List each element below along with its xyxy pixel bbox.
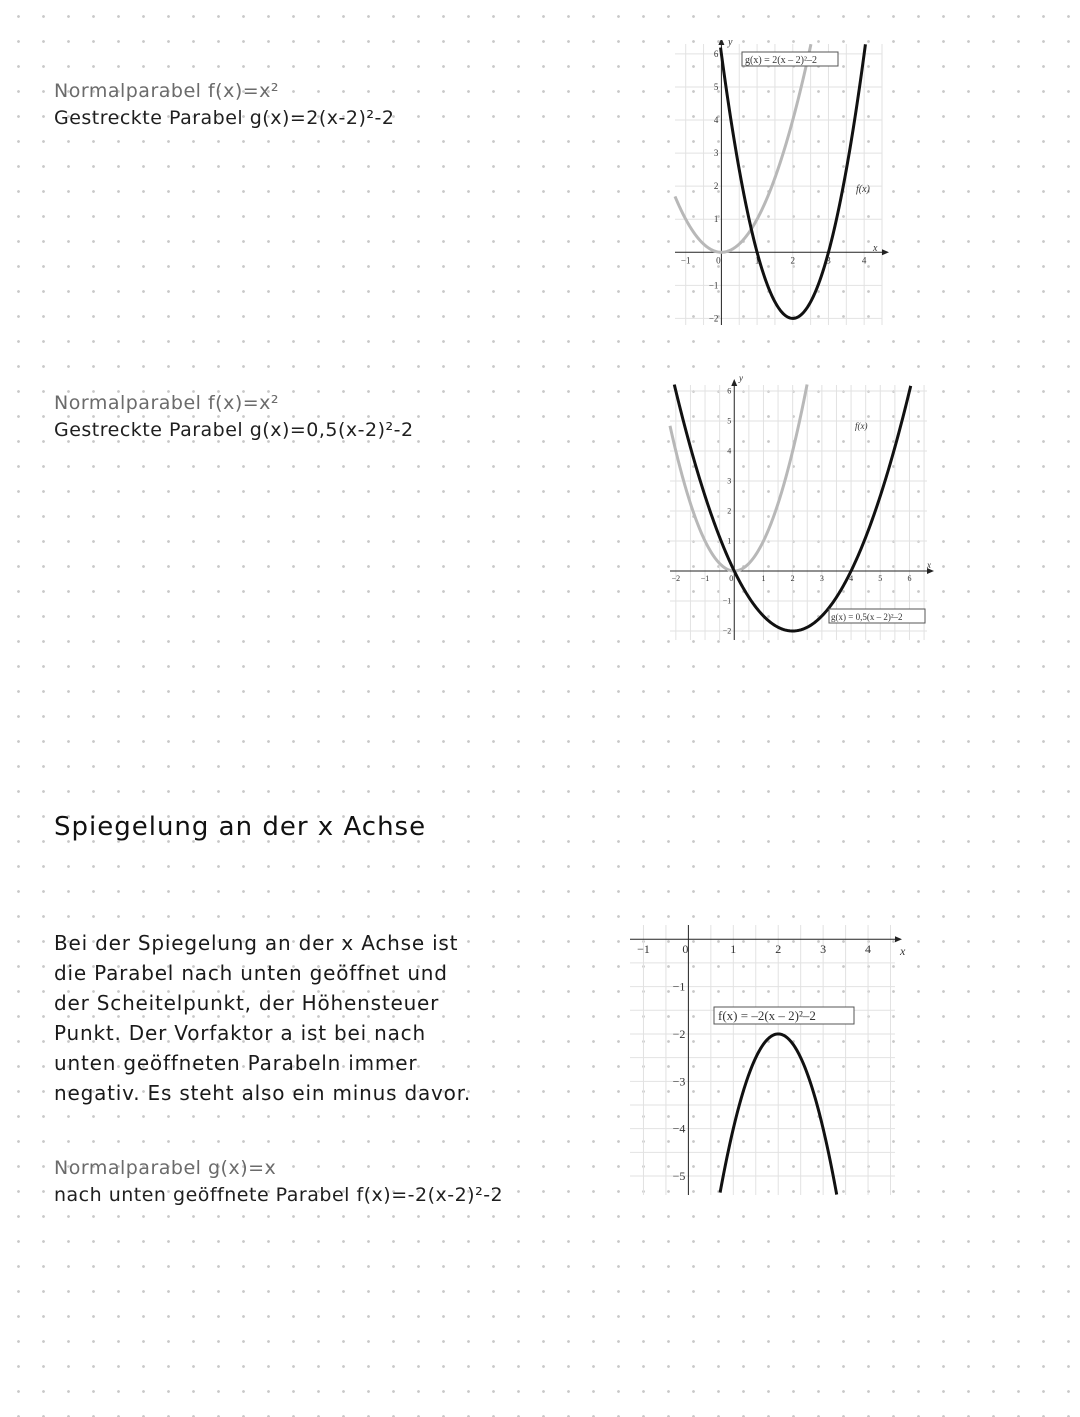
section3-paragraph (54, 928, 471, 1108)
g2-ytick-label: 5 (727, 416, 732, 426)
graph1-svg (660, 40, 910, 330)
g3-xtick-label: 1 (730, 942, 737, 957)
graph1-axis-y: y (728, 40, 733, 48)
g1-ytick-label: 6 (713, 48, 719, 59)
g2-xtick-label: 0 (729, 574, 734, 583)
g3-x-arrow (895, 936, 902, 942)
paragraph-line-2: die Parabel nach unten geöffnet und (54, 961, 448, 985)
g3-ytick-label: −5 (672, 1169, 686, 1184)
g1-ytick-label: 3 (713, 148, 719, 159)
graph2-label-g: g(x) = 0,5(x – 2)²–2 (831, 612, 903, 622)
graph2-axis-y: y (739, 375, 743, 383)
graph3-axis-x: x (900, 944, 906, 958)
g3-ytick-label: −4 (672, 1121, 686, 1136)
g2-ytick-label: 4 (727, 446, 732, 456)
g2-xtick-label: 4 (849, 574, 854, 583)
g3-ytick-label: −1 (672, 979, 686, 994)
g2-xtick-label: −2 (671, 574, 681, 583)
section2-line1: Normalparabel f(x)=x² (54, 392, 280, 414)
g1-ytick-label: −1 (708, 280, 719, 291)
g3-xtick-label: 4 (865, 942, 872, 957)
g2-xtick-label: −1 (700, 574, 710, 583)
graph2-svg (665, 375, 940, 645)
g1-ytick-label: 4 (713, 115, 719, 126)
g1-xtick-label: 3 (826, 255, 831, 266)
graph1-label-g: g(x) = 2(x – 2)²–2 (745, 55, 817, 66)
g1-xtick-label: −1 (680, 255, 691, 266)
g3-xtick-label: 0 (682, 942, 689, 957)
g2-xtick-label: 2 (790, 574, 795, 583)
g1-y-arrow (718, 40, 724, 45)
section3-text (54, 1155, 503, 1209)
graph2-axis-x: x (927, 560, 931, 570)
graph3-svg (590, 920, 955, 1200)
g2-xtick-label: 3 (819, 574, 824, 583)
graph2 (665, 375, 940, 645)
paragraph-line-4: Punkt. Der Vorfaktor a ist bei nach (54, 1021, 426, 1045)
section3-line1: Normalparabel g(x)=x (54, 1157, 277, 1179)
g1-ytick-label: 1 (713, 214, 719, 225)
g2-xtick-label: 6 (907, 574, 912, 583)
graph3 (590, 920, 955, 1200)
g1-ytick-label: −2 (708, 313, 719, 324)
g3-xtick-label: −1 (637, 942, 650, 957)
section1-line2: Gestreckte Parabel g(x)=2(x-2)²-2 (54, 107, 395, 129)
g1-xtick-label: 4 (861, 255, 867, 266)
paragraph-line-5: unten geöffneten Parabeln immer (54, 1051, 418, 1075)
graph1-axis-x: x (873, 243, 878, 254)
g3-ytick-label: −3 (672, 1074, 686, 1089)
g2-xtick-label: 5 (878, 574, 883, 583)
paragraph-line-1: Bei der Spiegelung an der x Achse ist (54, 931, 459, 955)
g3-xtick-label: 2 (775, 942, 782, 957)
section1-text (54, 78, 394, 132)
graph1 (660, 40, 910, 330)
g1-x-arrow (882, 249, 889, 255)
section2-line2: Gestreckte Parabel g(x)=0,5(x-2)²-2 (54, 419, 414, 441)
section2-text (54, 390, 414, 444)
g2-ytick-label: 1 (727, 536, 732, 546)
graph1-label-f: f(x) (856, 184, 870, 195)
graph1-curve-f (675, 44, 811, 252)
g1-xtick-label: 2 (790, 255, 796, 266)
g2-ytick-label: −2 (722, 626, 732, 636)
g2-y-arrow (731, 379, 737, 386)
section3-heading: Spiegelung an der x Achse (54, 812, 427, 842)
g3-xtick-label: 3 (820, 942, 827, 957)
graph2-label-f: f(x) (855, 421, 868, 431)
g1-xtick-label: 0 (716, 255, 721, 266)
g1-ytick-label: 5 (713, 81, 719, 92)
section1-line1: Normalparabel f(x)=x² (54, 80, 280, 102)
g3-ytick-label: −2 (672, 1026, 686, 1041)
paragraph-line-3: der Scheitelpunkt, der Höhensteuer (54, 991, 440, 1015)
g2-xtick-label: 1 (761, 574, 766, 583)
g1-ytick-label: 2 (713, 181, 719, 192)
g1-xtick-label: 1 (754, 255, 760, 266)
g2-ytick-label: 6 (727, 386, 732, 396)
section3-line2: nach unten geöffnete Parabel f(x)=-2(x-2)²-2 (54, 1184, 504, 1206)
graph3-label-f: f(x) = –2(x – 2)²–2 (718, 1008, 816, 1023)
g2-ytick-label: −1 (722, 596, 732, 606)
paragraph-line-6: negativ. Es steht also ein minus davor. (54, 1081, 472, 1105)
g2-ytick-label: 2 (727, 506, 732, 516)
g2-ytick-label: 3 (727, 476, 732, 486)
